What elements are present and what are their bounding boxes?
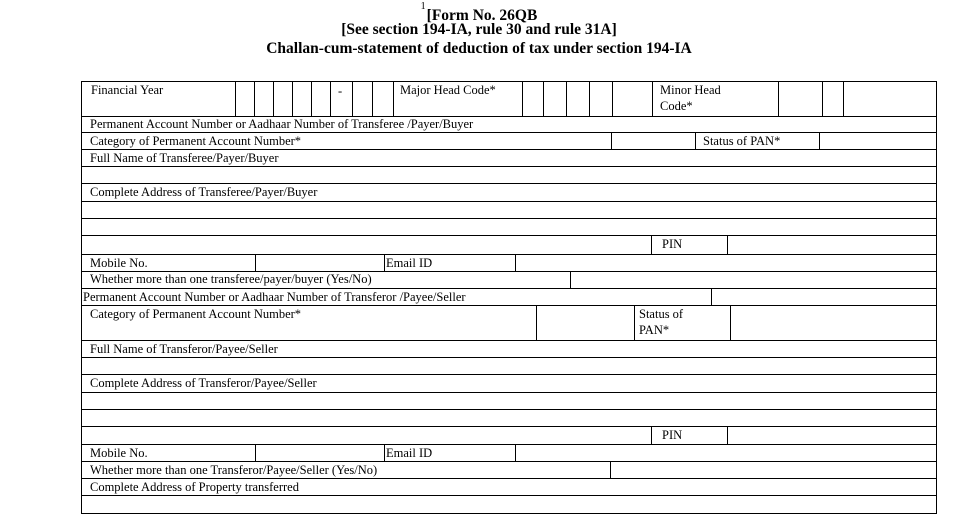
property-address-label: Complete Address of Property transferred — [90, 480, 299, 494]
section-reference: [See section 194-IA, rule 30 and rule 31A] — [341, 21, 617, 38]
seller-name-label: Full Name of Transferor/Payee/Seller — [90, 342, 278, 356]
buyer-mobile-label: Mobile No. — [90, 256, 148, 270]
seller-address-label: Complete Address of Transferor/Payee/Seller — [90, 376, 317, 390]
buyer-multiple-label: Whether more than one transferee/payer/buyer (Yes/No) — [90, 272, 372, 286]
form-number-heading: $^1$[Form No. 26QB — [420, 1, 538, 25]
financial-year-separator: - — [338, 84, 343, 98]
buyer-pin-label: PIN — [662, 237, 683, 251]
major-head-code-label: Major Head Code* — [400, 83, 496, 97]
buyer-email-label: Email ID — [386, 256, 433, 270]
buyer-address-label: Complete Address of Transferee/Payer/Buyer — [90, 185, 318, 199]
seller-multiple-label: Whether more than one Transferor/Payee/Seller (Yes/No) — [90, 463, 378, 477]
buyer-name-label: Full Name of Transferee/Payer/Buyer — [90, 151, 279, 165]
seller-pin-label: PIN — [662, 428, 683, 442]
minor-head-code-label-line1: Minor Head — [660, 83, 721, 97]
seller-mobile-label: Mobile No. — [90, 446, 148, 460]
form-title: Challan-cum-statement of deduction of tax under section 194-IA — [266, 40, 692, 57]
seller-pan-category-label: Category of Permanent Account Number* — [90, 307, 302, 321]
seller-pan-status-label-line1: Status of — [639, 307, 684, 321]
buyer-pan-status-label: Status of PAN* — [703, 134, 781, 148]
minor-head-code-label-line2: Code* — [660, 99, 693, 113]
buyer-pan-category-label: Category of Permanent Account Number* — [90, 134, 302, 148]
seller-email-label: Email ID — [386, 446, 433, 460]
buyer-pan-label: Permanent Account Number or Aadhaar Number of Transferee /Payer/Buyer — [90, 117, 474, 131]
financial-year-label: Financial Year — [91, 83, 164, 97]
seller-pan-status-label-line2: PAN* — [639, 323, 670, 337]
seller-pan-label: Permanent Account Number or Aadhaar Number of Transferor /Payee/Seller — [83, 290, 466, 304]
